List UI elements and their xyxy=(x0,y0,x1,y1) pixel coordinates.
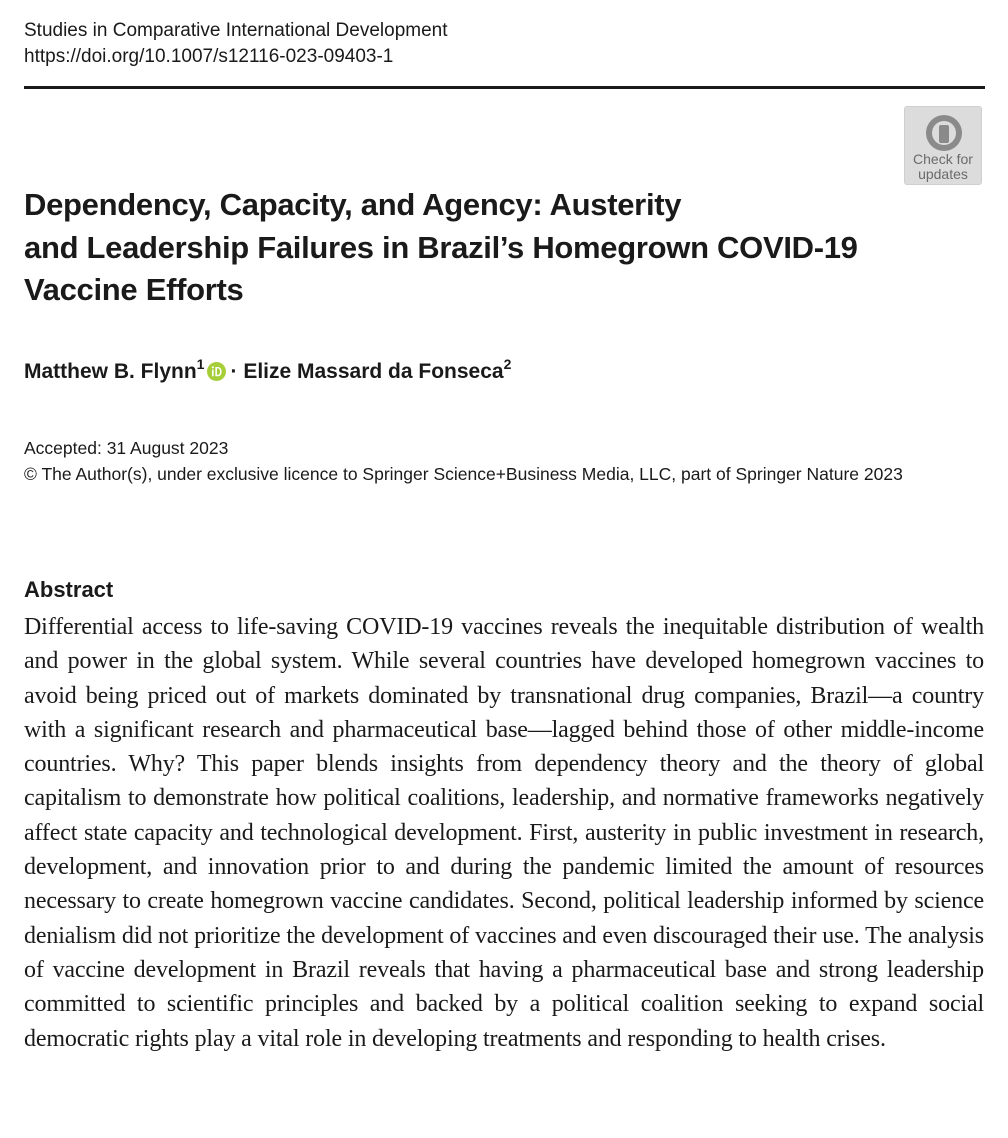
doi-link[interactable]: https://doi.org/10.1007/s12116-023-09403-1 xyxy=(24,46,394,67)
check-for-updates-badge[interactable] xyxy=(904,106,982,185)
article-metadata xyxy=(24,435,984,487)
title-line-1: Dependency, Capacity, and Agency: Austerity xyxy=(24,187,682,222)
affiliation-marker[interactable]: 1 xyxy=(196,356,205,372)
abstract-text: Differential access to life-saving COVID-19 vaccines reveals the inequitable distribution of wealth and power in the global system. While several countries have developed homegrown vaccines to avoid being priced out of markets dominated by transnational drug companies, Brazil—a country with a significant research and pharmaceutical base—lagged behind those of other middle-income countries. Why? This paper blends insights from dependency theory and the theory of global capitalism to demonstrate how political coalitions, leadership, and normative frameworks negatively affect state capacity and technological development. First, austerity in public investment in research, development, and innovation prior to and during the pandemic limited the amount of resources necessary to create homegrown vaccine candidates. Second, political leadership informed by science denialism did not prioritize the development of vaccines and even discouraged their use. The analysis of vaccine development in Brazil reveals that having a pharmaceutical base and strong leadership committed to scientific principles and backed by a political coalition seeking to expand social democratic rights play a vital role in developing treatments and responding to health crises. xyxy=(24,614,984,1052)
abstract-heading: Abstract xyxy=(24,577,114,602)
author-list xyxy=(24,356,511,391)
copyright-notice: © The Author(s), under exclusive licence to Springer Science+Business Media, LLC, part of Springer Nature 2023 xyxy=(24,464,903,484)
check-for-updates-icon xyxy=(924,113,964,153)
title-line-3: Vaccine Efforts xyxy=(24,272,244,307)
author-name[interactable]: Elize Massard da Fonseca xyxy=(243,360,504,383)
badge-line-2: updates xyxy=(918,166,968,182)
badge-line-1: Check for xyxy=(913,151,973,167)
header-rule xyxy=(24,86,985,89)
author-name[interactable]: Matthew B. Flynn xyxy=(24,360,197,383)
accepted-date: Accepted: 31 August 2023 xyxy=(24,438,229,458)
orcid-icon[interactable] xyxy=(207,359,226,391)
author-separator: · xyxy=(230,360,238,383)
journal-header xyxy=(24,18,448,70)
journal-name: Studies in Comparative International Development xyxy=(24,20,448,41)
paper-title xyxy=(24,184,904,312)
affiliation-marker[interactable]: 2 xyxy=(503,356,512,372)
badge-text xyxy=(905,152,981,182)
title-line-2: and Leadership Failures in Brazil’s Homegrown COVID-19 xyxy=(24,229,858,265)
